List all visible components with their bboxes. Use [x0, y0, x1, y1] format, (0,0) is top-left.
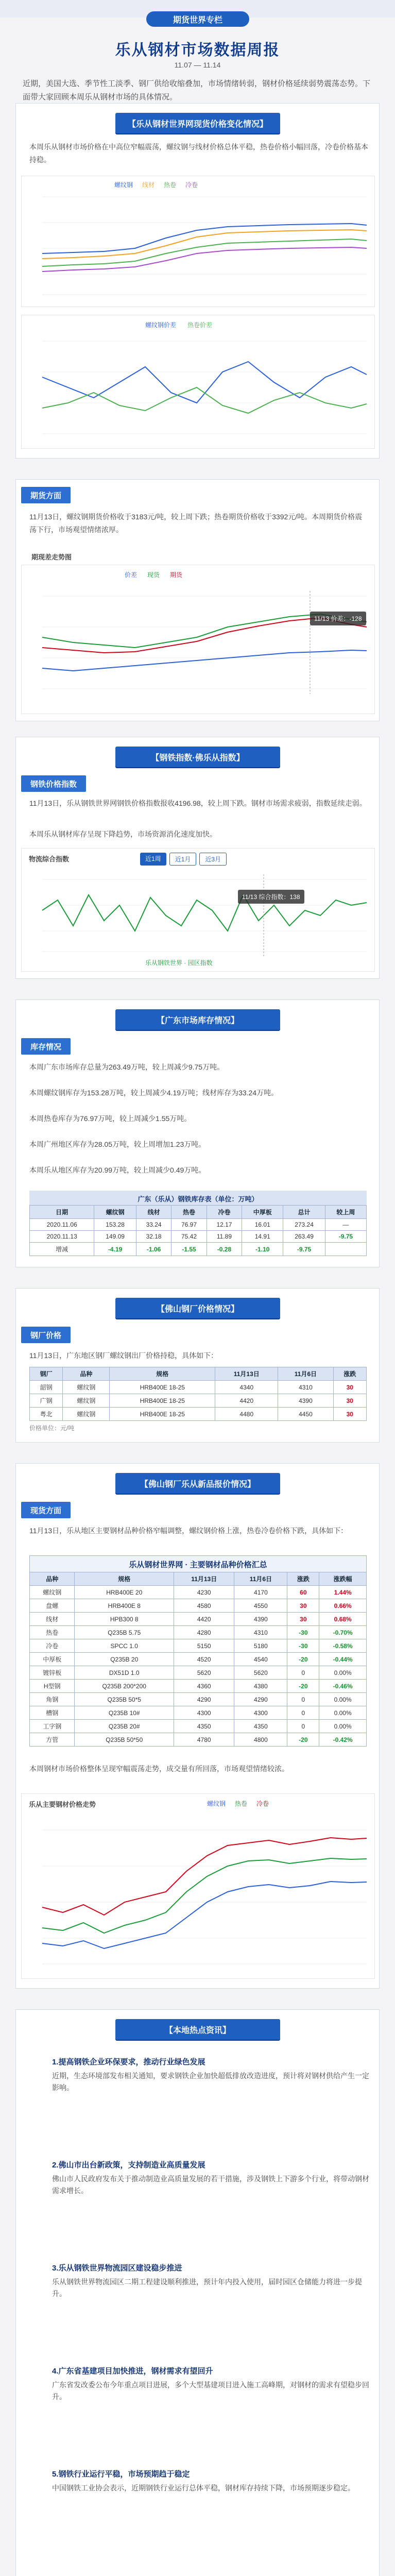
table-row	[30, 1394, 367, 1408]
table-title: 广东（乐从）钢铁库存表（单位：万吨）	[29, 1191, 367, 1207]
index-section	[15, 737, 380, 979]
tab-1m[interactable]: 近1月	[169, 853, 197, 866]
table-cell: 33.24	[136, 1219, 171, 1231]
table-cell: 32.18	[136, 1231, 171, 1243]
table-cell: 75.42	[171, 1231, 207, 1243]
table-row	[30, 1219, 367, 1231]
series-line	[42, 362, 367, 403]
table-cell: 30	[287, 1613, 319, 1626]
news-item[interactable]	[52, 2468, 371, 2494]
section-header: 【佛山钢厂价格情况】	[115, 1298, 280, 1318]
table-cell: 14.91	[242, 1231, 283, 1243]
local-price-section	[15, 1463, 380, 1989]
table-cell: 0.00%	[319, 1720, 367, 1733]
table-row	[30, 1231, 367, 1243]
table-cell: 4310	[278, 1381, 333, 1394]
table-row	[30, 1706, 367, 1720]
table-cell: 盘螺	[30, 1599, 75, 1613]
table-cell: DX51D 1.0	[75, 1666, 174, 1680]
table-header-row	[30, 1206, 367, 1219]
table-row	[30, 1720, 367, 1733]
section-text: 本周钢材市场价格整体呈现窄幅震荡走势，成交量有所回落，市场观望情绪较浓。	[29, 1765, 289, 1773]
table-cell: 0	[287, 1666, 319, 1680]
table-cell: -9.75	[283, 1243, 325, 1256]
futures-section	[15, 479, 380, 721]
table-header-row	[30, 1572, 367, 1586]
futures-chart	[21, 565, 375, 714]
column-header: 中厚板	[242, 1206, 283, 1219]
table-cell: 0.66%	[319, 1599, 367, 1613]
table-cell: -1.55	[171, 1243, 207, 1256]
chart-tooltip: 11/13 综合指数：138	[238, 890, 304, 904]
table-cell: -20	[287, 1733, 319, 1747]
series-line	[42, 1858, 367, 1933]
news-item[interactable]	[52, 2262, 371, 2300]
table-row	[30, 1680, 367, 1693]
table-cell: HRB400E 8	[75, 1599, 174, 1613]
column-header: 较上周	[325, 1206, 366, 1219]
table-cell: 4300	[234, 1706, 287, 1720]
section-subheader: 期货方面	[21, 487, 71, 503]
table-row	[30, 1639, 367, 1653]
legend-item: 螺纹钢价差	[145, 321, 177, 329]
chart-legend	[145, 320, 212, 329]
table-cell: -20	[287, 1653, 319, 1666]
table-cell: Q235B 50*5	[75, 1693, 174, 1706]
table-cell: 30	[287, 1599, 319, 1613]
table-cell: 广钢	[30, 1394, 63, 1408]
table-cell: 4280	[174, 1626, 234, 1639]
series-line	[42, 650, 367, 671]
news-body: 中国钢铁工业协会表示，近期钢铁行业运行总体平稳，钢材库存持续下降，市场预期逐步稳定。	[52, 2484, 355, 2492]
table-cell: 4170	[234, 1586, 287, 1599]
series-line	[42, 224, 367, 253]
table-cell: 60	[287, 1586, 319, 1599]
legend-item: 螺纹钢	[114, 181, 133, 189]
table-header-row	[30, 1367, 367, 1381]
local-price-table	[29, 1572, 367, 1747]
series-line	[42, 230, 367, 259]
table-cell: HRB400E 18-25	[110, 1394, 215, 1408]
section-header: 【本地热点资讯】	[115, 2019, 280, 2040]
table-cell: 工字钢	[30, 1720, 75, 1733]
inventory-table	[29, 1205, 367, 1256]
table-cell: 5150	[174, 1639, 234, 1653]
table-cell: 153.28	[94, 1219, 136, 1231]
legend-item: 线材	[142, 181, 155, 189]
news-title: 1.提高钢铁企业环保要求，推动行业绿色发展	[52, 2058, 205, 2066]
section-text: 本周乐从钢材市场价格在中高位窄幅震荡，螺纹钢与线材价格总体平稳，热卷价格小幅回落，冷卷价格基本持稳。	[29, 143, 368, 164]
table-cell: 0.00%	[319, 1706, 367, 1720]
section-text: 本周螺纹钢库存为153.28万吨，较上周减少4.19万吨；线材库存为33.24万吨。	[29, 1089, 279, 1097]
news-item[interactable]	[52, 2159, 371, 2197]
table-cell: Q235B 50*50	[75, 1733, 174, 1747]
table-cell: 4520	[174, 1653, 234, 1666]
table-row	[30, 1693, 367, 1706]
table-cell: 30	[333, 1394, 366, 1408]
column-header: 11月13日	[215, 1367, 278, 1381]
table-cell: 12.17	[207, 1219, 242, 1231]
table-cell: 槽钢	[30, 1706, 75, 1720]
table-cell: 角钢	[30, 1693, 75, 1706]
table-row	[30, 1243, 367, 1256]
legend-item: 冷卷	[256, 1800, 269, 1807]
table-row	[30, 1613, 367, 1626]
column-header: 钢厂	[30, 1367, 63, 1381]
news-body: 近期，生态环境部发布相关通知，要求钢铁企业加快超低排放改造进度，预计将对钢材供给产生一定影响。	[52, 2072, 369, 2092]
table-cell: 韶钢	[30, 1381, 63, 1394]
legend-item: 期货	[170, 571, 183, 579]
table-cell: -0.58%	[319, 1639, 367, 1653]
table-cell: 线材	[30, 1613, 75, 1626]
news-title: 3.乐从钢铁世界物流园区建设稳步推进	[52, 2264, 182, 2273]
table-cell: HPB300 8	[75, 1613, 174, 1626]
table-cell: 4580	[174, 1599, 234, 1613]
table-cell: 4390	[234, 1613, 287, 1626]
table-cell: 4340	[215, 1381, 278, 1394]
table-cell: 螺纹钢	[63, 1381, 110, 1394]
spread-chart	[21, 315, 375, 449]
table-cell: 76.97	[171, 1219, 207, 1231]
index-chart-svg	[22, 849, 375, 972]
table-cell: 4480	[215, 1408, 278, 1421]
chart-legend	[207, 1799, 269, 1808]
local-price-chart	[21, 1793, 375, 1979]
table-cell: 0.00%	[319, 1693, 367, 1706]
table-cell: 4300	[174, 1706, 234, 1720]
table-cell: 冷卷	[30, 1639, 75, 1653]
intro-text: 近期，美国大选、季节性工淡季、钢厂供给收缩叠加，市场情绪转弱，钢材价格延续弱势震荡态势。下面带大家回顾本周乐从钢材市场的具体情况。	[23, 79, 371, 101]
page-title: 乐从钢材市场数据周报	[115, 42, 280, 59]
chart-tooltip: 11/13 价差：-128	[310, 612, 366, 625]
section-text: 本周热卷库存为76.97万吨，较上周减少1.55万吨。	[29, 1114, 192, 1123]
table-cell: 4380	[234, 1680, 287, 1693]
table-cell: Q235B 5.75	[75, 1626, 174, 1639]
table-cell: 镀锌板	[30, 1666, 75, 1680]
column-header: 涨跌	[333, 1367, 366, 1381]
column-header: 品种	[30, 1572, 75, 1586]
tab-1w[interactable]: 近1周	[140, 853, 166, 866]
futures-chart-svg	[22, 565, 375, 715]
section-text: 本周广州地区库存为28.05万吨，较上周增加1.23万吨。	[29, 1140, 206, 1148]
section-subheader: 钢铁价格指数	[21, 775, 86, 792]
table-cell: SPCC 1.0	[75, 1639, 174, 1653]
table-cell: 1.44%	[319, 1586, 367, 1599]
chart-title: 物流综合指数	[29, 855, 70, 863]
table-cell: 4350	[174, 1720, 234, 1733]
series-line	[42, 247, 367, 272]
table-cell: 增减	[30, 1243, 94, 1256]
table-row	[30, 1586, 367, 1599]
mill-price-section	[15, 1288, 380, 1443]
table-cell: Q235B 200*200	[75, 1680, 174, 1693]
table-cell: 5620	[174, 1666, 234, 1680]
table-cell: 263.49	[283, 1231, 325, 1243]
legend-item: 热卷	[235, 1800, 248, 1807]
news-body: 佛山市人民政府发布关于推动制造业高质量发展的若干措施，涉及钢铁上下游多个行业，将带动钢材需求增长。	[52, 2175, 369, 2195]
chart-legend: 乐从钢铁世界 · 园区指数	[145, 959, 213, 967]
series-line	[42, 387, 367, 413]
table-cell: Q235B 10#	[75, 1706, 174, 1720]
chart-title: 期现差走势图	[31, 553, 72, 561]
date-range: 11.07 — 11.14	[174, 61, 221, 69]
table-cell: 4360	[174, 1680, 234, 1693]
legend-item: 冷卷	[185, 181, 198, 189]
column-header: 规格	[110, 1367, 215, 1381]
section-header: 【乐从钢材世界网现货价格变化情况】	[115, 113, 280, 133]
section-header: 【广东市场库存情况】	[115, 1009, 280, 1030]
table-cell: 螺纹钢	[63, 1408, 110, 1421]
table-cell: 4550	[234, 1599, 287, 1613]
table-cell: HRB400E 18-25	[110, 1408, 215, 1421]
section-text: 本周乐从钢材库存呈现下降趋势，市场资源消化速度加快。	[29, 830, 217, 838]
chart-legend	[125, 570, 182, 579]
section-header: 【佛山钢厂乐从新品报价情况】	[115, 1473, 280, 1494]
column-header: 涨跌幅	[319, 1572, 367, 1586]
section-header: 【钢铁指数·佛乐从指数】	[115, 747, 280, 767]
series-line	[42, 895, 367, 931]
legend-item: 价差	[125, 571, 138, 579]
chart-title: 乐从主要钢材价格走势	[29, 1801, 96, 1808]
table-cell: Q235B 20	[75, 1653, 174, 1666]
news-section	[15, 2009, 380, 2576]
section-text: 本周广东市场库存总量为263.49万吨，较上周减少9.75万吨。	[29, 1063, 225, 1071]
table-cell: 0.68%	[319, 1613, 367, 1626]
table-cell: 2020.11.06	[30, 1219, 94, 1231]
price-section	[15, 103, 380, 459]
table-row	[30, 1666, 367, 1680]
table-cell: -1.06	[136, 1243, 171, 1256]
table-cell: HRB400E 20	[75, 1586, 174, 1599]
table-cell: 4350	[234, 1720, 287, 1733]
spread-chart-svg	[22, 315, 375, 449]
table-row	[30, 1599, 367, 1613]
news-body: 乐从钢铁世界物流园区二期工程建设顺利推进，预计年内投入使用，届时园区仓储能力将进一步提升。	[52, 2278, 362, 2298]
column-header: 日期	[30, 1206, 94, 1219]
table-cell: 4420	[174, 1613, 234, 1626]
table-cell: -9.75	[325, 1231, 366, 1243]
legend-item: 现货	[147, 571, 160, 579]
table-cell: 4310	[234, 1626, 287, 1639]
table-cell: 方管	[30, 1733, 75, 1747]
table-row	[30, 1626, 367, 1639]
legend-item: 螺纹钢	[207, 1800, 226, 1807]
column-header: 规格	[75, 1572, 174, 1586]
table-title: 乐从钢材世界网 · 主要钢材品种价格汇总	[29, 1555, 367, 1573]
table-cell: 4230	[174, 1586, 234, 1599]
mill-price-table	[29, 1367, 367, 1421]
table-cell: 16.01	[242, 1219, 283, 1231]
section-text: 本周乐从地区库存为20.99万吨，较上周减少0.49万吨。	[29, 1166, 206, 1174]
table-cell: 4390	[278, 1394, 333, 1408]
table-cell: 螺纹钢	[30, 1586, 75, 1599]
table-cell: 螺纹钢	[63, 1394, 110, 1408]
table-cell	[325, 1243, 366, 1256]
column-header: 冷卷	[207, 1206, 242, 1219]
table-cell: -30	[287, 1639, 319, 1653]
section-subheader: 钢厂价格	[21, 1327, 71, 1343]
column-header: 热卷	[171, 1206, 207, 1219]
news-body: 广东省发改委公布今年重点项目进展，多个大型基建项目进入施工高峰期，对钢材的需求有望稳步回升。	[52, 2381, 369, 2401]
table-row	[30, 1408, 367, 1421]
table-cell: -20	[287, 1680, 319, 1693]
table-row	[30, 1733, 367, 1747]
section-text: 11月13日，乐从地区主要钢材品种价格窄幅调整，螺纹钢价格上涨，热卷冷卷价格下跌，具体如下：	[29, 1527, 348, 1535]
table-cell: 4780	[174, 1733, 234, 1747]
legend-item: 热卷价差	[187, 321, 213, 329]
range-tabs	[140, 853, 227, 866]
section-subheader: 库存情况	[21, 1038, 71, 1055]
inventory-section	[15, 999, 380, 1267]
section-subheader: 现货方面	[21, 1502, 71, 1518]
column-header: 品种	[63, 1367, 110, 1381]
table-cell: 4290	[174, 1693, 234, 1706]
table-cell: 30	[333, 1381, 366, 1394]
column-header: 11月6日	[234, 1572, 287, 1586]
table-cell: H型钢	[30, 1680, 75, 1693]
table-cell: 4540	[234, 1653, 287, 1666]
table-cell: -0.28	[207, 1243, 242, 1256]
table-cell: -1.10	[242, 1243, 283, 1256]
table-cell: -4.19	[94, 1243, 136, 1256]
tab-3m[interactable]: 近3月	[199, 853, 227, 866]
table-cell: 273.24	[283, 1219, 325, 1231]
table-row	[30, 1653, 367, 1666]
table-cell: 5620	[234, 1666, 287, 1680]
table-cell: -0.46%	[319, 1680, 367, 1693]
news-item[interactable]	[52, 2365, 371, 2403]
series-line	[42, 1838, 367, 1915]
table-cell: -30	[287, 1626, 319, 1639]
table-note: 价格单位：元/吨	[29, 1425, 75, 1432]
price-chart	[21, 176, 375, 307]
table-cell: 4450	[278, 1408, 333, 1421]
news-item[interactable]	[52, 2056, 371, 2094]
section-text: 11月13日，广东地区钢厂螺纹钢出厂价格持稳，具体如下：	[29, 1351, 218, 1360]
table-cell: 149.09	[94, 1231, 136, 1243]
table-cell: Q235B 20#	[75, 1720, 174, 1733]
table-cell: 0	[287, 1706, 319, 1720]
column-header: 11月13日	[174, 1572, 234, 1586]
column-header: 11月6日	[278, 1367, 333, 1381]
table-cell: 热卷	[30, 1626, 75, 1639]
legend-item: 热卷	[164, 181, 177, 189]
news-title: 4.广东省基建项目加快推进，钢材需求有望回升	[52, 2367, 213, 2376]
table-cell: 2020.11.13	[30, 1231, 94, 1243]
table-cell: —	[325, 1219, 366, 1231]
column-header: 线材	[136, 1206, 171, 1219]
table-cell: 4290	[234, 1693, 287, 1706]
column-header: 涨跌	[287, 1572, 319, 1586]
table-cell: 0	[287, 1693, 319, 1706]
table-cell: HRB400E 18-25	[110, 1381, 215, 1394]
table-row	[30, 1381, 367, 1394]
table-cell: -0.44%	[319, 1653, 367, 1666]
price-chart-svg	[22, 176, 375, 308]
column-header: 总计	[283, 1206, 325, 1219]
column-header: 螺纹钢	[94, 1206, 136, 1219]
table-cell: 5180	[234, 1639, 287, 1653]
index-chart	[21, 848, 375, 972]
table-cell: 11.89	[207, 1231, 242, 1243]
table-cell: 粤北	[30, 1408, 63, 1421]
local-price-chart-svg	[22, 1794, 375, 1979]
table-cell: 中厚板	[30, 1653, 75, 1666]
table-cell: 4800	[234, 1733, 287, 1747]
section-text: 11月13日，螺纹钢期货价格收于3183元/吨，较上周下跌；热卷期货价格收于3392元/吨。本周期货价格震荡下行，市场观望情绪浓厚。	[29, 513, 363, 534]
issue-tag: 期货世界专栏	[146, 11, 249, 27]
table-cell: 30	[333, 1408, 366, 1421]
table-cell: 0	[287, 1720, 319, 1733]
table-cell: 4420	[215, 1394, 278, 1408]
section-text: 11月13日，乐从钢铁世界网钢铁价格指数报收4196.98，较上周下跌。钢材市场需求疲弱，指数延续走弱。	[29, 799, 367, 807]
table-cell: -0.42%	[319, 1733, 367, 1747]
table-cell: -0.70%	[319, 1626, 367, 1639]
table-cell: 0.00%	[319, 1666, 367, 1680]
news-title: 5.钢铁行业运行平稳，市场预期趋于稳定	[52, 2470, 190, 2479]
news-title: 2.佛山市出台新政策，支持制造业高质量发展	[52, 2161, 205, 2170]
chart-legend	[114, 180, 198, 189]
